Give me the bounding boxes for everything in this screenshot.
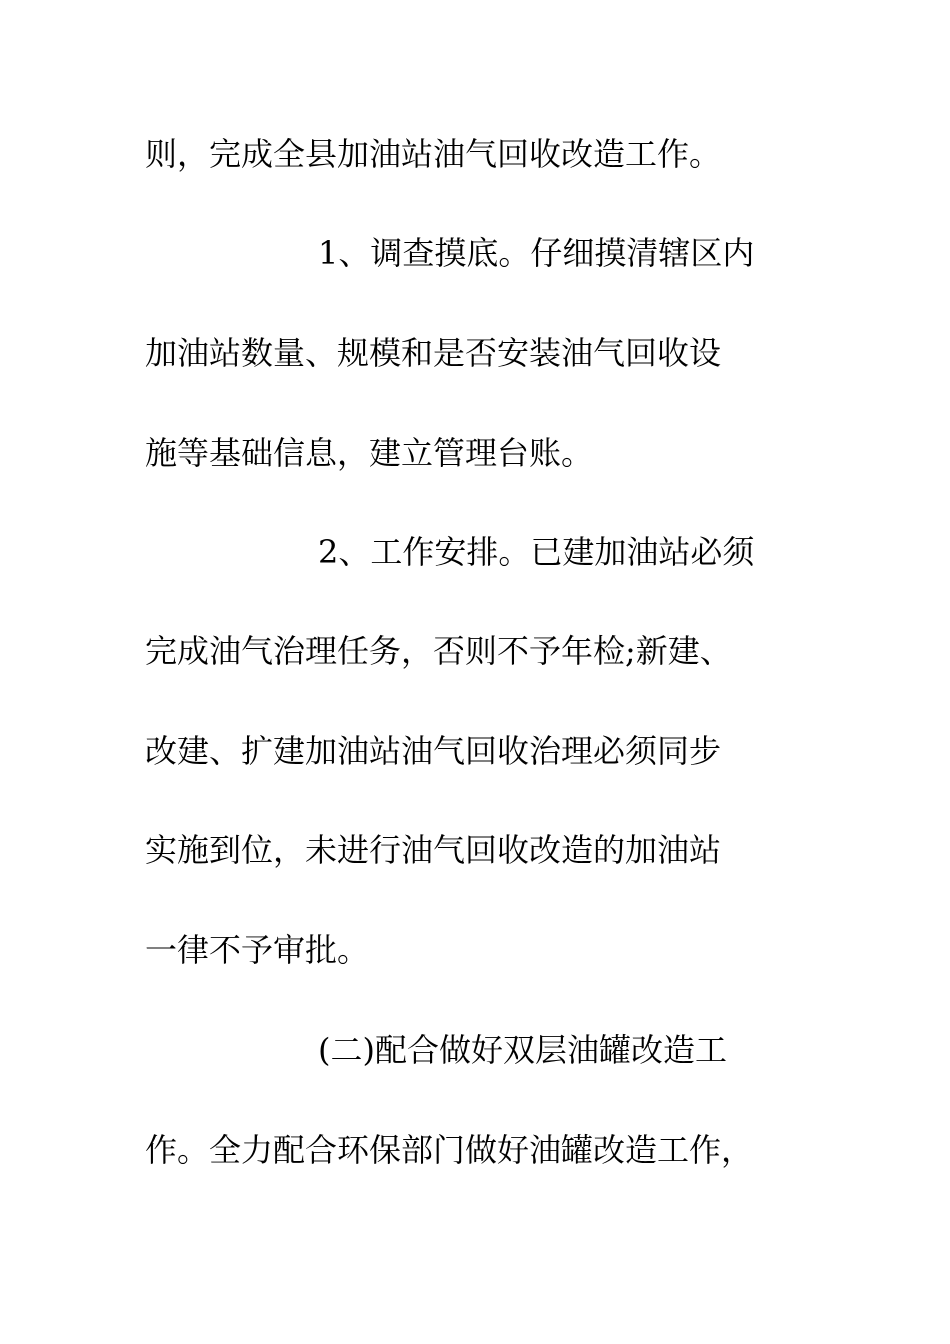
text-line-3: 加油站数量、规模和是否安装油气回收设	[145, 334, 722, 372]
text-line-6: 完成油气治理任务，否则不予年检;新建、	[145, 632, 732, 670]
text-line-2: 1、调查摸底。仔细摸清辖区内	[318, 234, 755, 272]
text-line-9: 一律不予审批。	[145, 931, 370, 969]
text-line-8: 实施到位，未进行油气回收改造的加油站	[145, 831, 722, 869]
text-line-10: (二)配合做好双层油罐改造工	[318, 1031, 727, 1069]
text-line-11: 作。全力配合环保部门做好油罐改造工作，	[145, 1131, 754, 1169]
text-line-7: 改建、扩建加油站油气回收治理必须同步	[145, 732, 722, 770]
text-line-5: 2、工作安排。已建加油站必须	[318, 533, 755, 571]
text-line-1: 则，完成全县加油站油气回收改造工作。	[145, 135, 722, 173]
text-line-4: 施等基础信息，建立管理台账。	[145, 434, 594, 472]
